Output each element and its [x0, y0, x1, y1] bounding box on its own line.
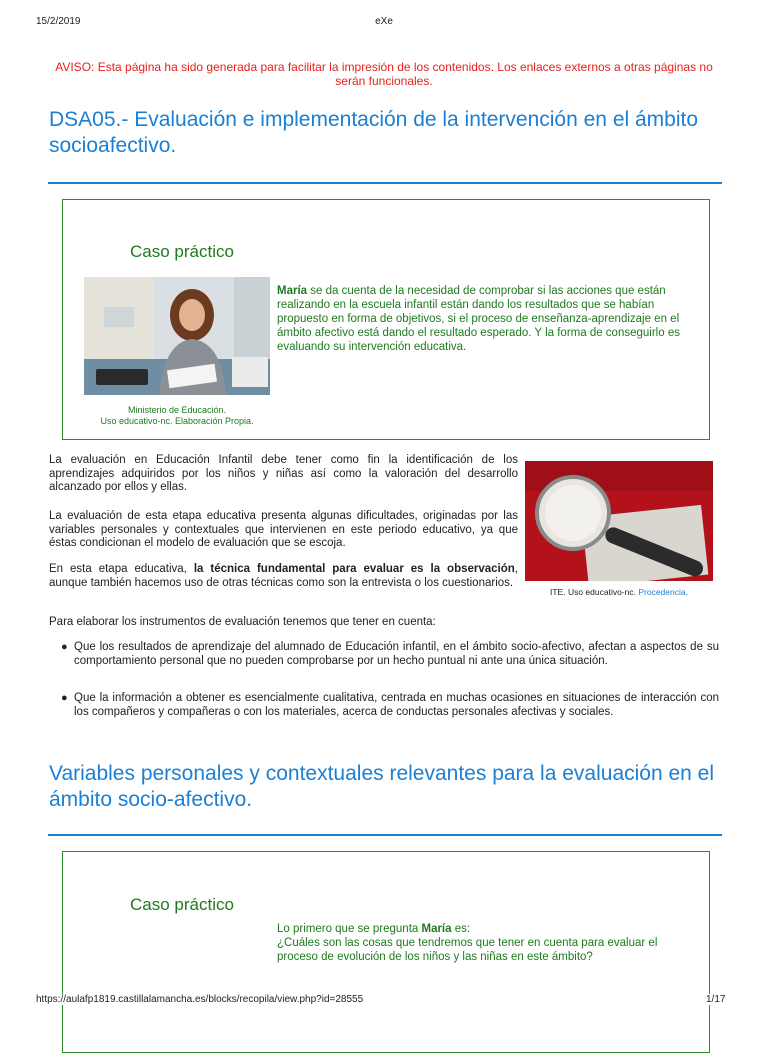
procedencia-link[interactable]: Procedencia	[638, 587, 686, 597]
list-item	[61, 692, 719, 719]
question-intro-end: es:	[451, 923, 471, 935]
magnifying-glass-caption-end: .	[685, 587, 688, 597]
bullet-icon: ●	[61, 641, 68, 653]
page-number: 1/17	[706, 994, 736, 1005]
paragraph-3-end: , aunque también hacemos uso de otras técnicas como son la entrevista o los cuestionarios.	[49, 563, 518, 589]
caso-practico-body: se da cuenta de la necesidad de comprobar si las acciones que están realizando en la escuela infantil están dando los resultados que se habían propuesto en forma de objetivos, si el proceso de enseñanza-aprendizaje en el ámbito afectivo está dando el resultado esperado. Y la forma de conseguirlo es evaluando su intervención educativa.	[277, 285, 680, 353]
print-notice: AVISO: Esta página ha sido generada para facilitar la impresión de los contenidos. Los enlaces externos a otras páginas no serán funcionales.	[55, 60, 713, 88]
section-divider	[48, 834, 722, 836]
magnifying-glass-caption-text: ITE. Uso educativo-nc.	[550, 587, 639, 597]
caso-practico-box-2	[62, 851, 710, 1053]
list-item-text: Que los resultados de aprendizaje del alumnado de Educación infantil, en el ámbito socio-afectivo, afectan a aspectos de su comportamiento personal que no pueden comprobarse por un hecho puntual ni ante una única situación.	[74, 641, 719, 667]
list-item-text: Que la información a obtener es esencialmente cualitativa, centrada en muchas ocasiones en situaciones de interacción con los compañeros y compañeras o con los materiales, acerca de conductas personales afectivas y sociales.	[74, 692, 719, 718]
paragraph-3	[49, 563, 518, 590]
maria-photo-caption-line2: Uso educativo-nc. Elaboración Propia.	[100, 416, 254, 426]
maria-photo-caption	[84, 405, 270, 427]
caso-practico-title: Caso práctico	[130, 242, 234, 261]
question-intro-start: Lo primero que se pregunta	[277, 923, 422, 935]
maria-photo-caption-line1: Ministerio de Educación.	[127, 405, 227, 415]
paragraph-3-start: En esta etapa educativa,	[49, 563, 194, 575]
list-item	[61, 641, 719, 668]
caso-practico-title-2: Caso práctico	[130, 895, 234, 914]
paragraph-2: La evaluación de esta etapa educativa presenta algunas dificultades, originadas por las variables personales y contextuales que intervienen en este periodo educativo, ya que éstas condicionan el modelo de evaluación que se escoja.	[49, 510, 518, 549]
maria-name-2: María	[421, 923, 452, 935]
print-date: 15/2/2019	[36, 16, 81, 27]
question-text: ¿Cuáles son las cosas que tendremos que tener en cuenta para evaluar el proceso de evolución de los niños y las niñas en este ámbito?	[277, 937, 658, 963]
magnifying-glass-photo	[525, 461, 713, 581]
section-title: Variables personales y contextuales relevantes para la evaluación en el ámbito socio-afectivo.	[49, 762, 715, 811]
caso-practico-question	[277, 922, 697, 964]
question-intro	[277, 922, 697, 936]
observation-highlight: la técnica fundamental para evaluar es la observación	[193, 563, 515, 575]
maria-photo	[84, 277, 270, 395]
magnifying-glass-caption	[525, 587, 713, 598]
title-divider	[48, 182, 722, 184]
bullet-icon: ●	[61, 692, 68, 704]
maria-name: María	[277, 285, 308, 297]
page-title: DSA05.- Evaluación e implementación de la intervención en el ámbito socioafectivo.	[49, 108, 699, 157]
page-url: https://aulafp1819.castillalamancha.es/blocks/recopila/view.php?id=28555	[36, 994, 364, 1005]
paragraph-1: La evaluación en Educación Infantil debe tener como fin la identificación de los aprendizajes adquiridos por los niños y niñas así como la valoración del desarrollo alcanzado por ellos y ellas.	[49, 454, 518, 493]
caso-practico-text	[277, 284, 687, 354]
paragraph-4: Para elaborar los instrumentos de evaluación tenemos que tener en cuenta:	[49, 616, 436, 628]
print-title: eXe	[375, 16, 393, 27]
caso-practico-box	[62, 199, 710, 440]
